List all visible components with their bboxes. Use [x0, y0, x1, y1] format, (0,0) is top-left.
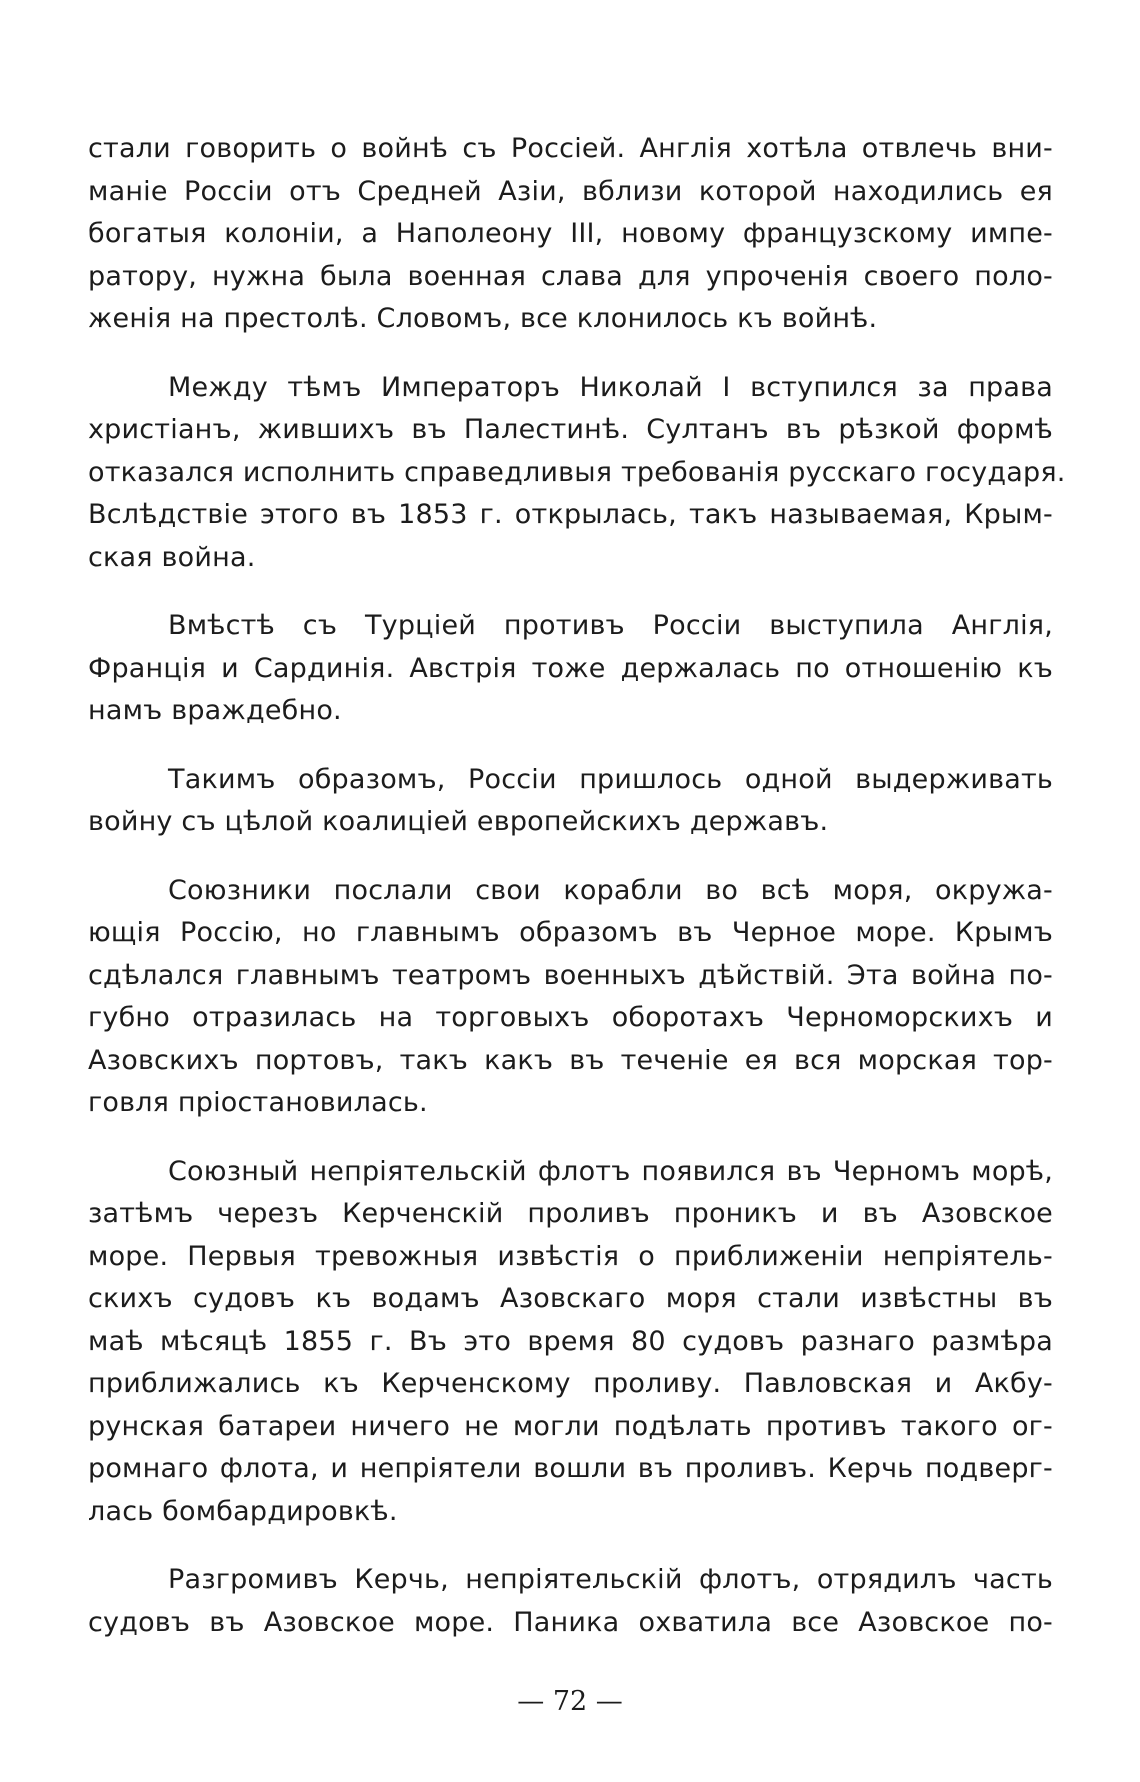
text-line: говля пріостановилась. [88, 1087, 428, 1118]
text-line: судовъ въ Азовское море. Паника охватила все Азовское по- [88, 1606, 1053, 1638]
text-line: христіанъ, жившихъ въ Палестинѣ. Султанъ въ рѣзкой формѣ [88, 414, 1053, 445]
text-line: женія на престолѣ. Словомъ, все клонилось къ войнѣ. [88, 303, 878, 334]
paragraph-7 [88, 1559, 1053, 1644]
text-line: затѣмъ черезъ Керченскій проливъ проникъ и въ Азовское [88, 1198, 1053, 1229]
text-line: намъ враждебно. [88, 695, 342, 726]
text-line: скихъ судовъ къ водамъ Азовскаго моря стали извѣстны въ [88, 1283, 1053, 1314]
text-line: море. Первыя тревожныя извѣстія о приближеніи непріятель- [88, 1240, 1053, 1272]
text-line: лась бомбардировкѣ. [88, 1495, 398, 1527]
text-line: Между тѣмъ Императоръ Николай I вступился за права [168, 371, 1053, 403]
text-line: Такимъ образомъ, Россіи пришлось одной выдерживать [168, 763, 1053, 795]
text-line: ратору, нужна была военная слава для упроченія своего поло- [88, 260, 1053, 292]
paragraph-4 [88, 759, 1053, 844]
text-line: губно отразилась на торговыхъ оборотахъ Черноморскихъ и [88, 1002, 1053, 1033]
paragraph-1 [88, 128, 1053, 341]
paragraph-6 [88, 1151, 1053, 1534]
text-line: маніе Россіи отъ Средней Азіи, вблизи которой находились ея [88, 175, 1053, 207]
text-line: Вмѣстѣ съ Турціей противъ Россіи выступила Англія, [168, 610, 1053, 641]
paragraph-2 [88, 367, 1066, 580]
text-line: Союзники послали свои корабли во всѣ моря, окружа- [168, 874, 1053, 906]
text-line: отказался исполнить справедливыя требованія русскаго государя. [88, 456, 1066, 488]
text-line: ромнаго флота, и непріятели вошли въ проливъ. Керчь подверг- [88, 1453, 1053, 1484]
text-line: стали говорить о войнѣ съ Россіей. Англія хотѣла отвлечь вни- [88, 133, 1053, 164]
text-line: ющія Россію, но главнымъ образомъ въ Черное море. Крымъ [88, 917, 1053, 948]
text-line: ская война. [88, 541, 256, 573]
text-line: Франція и Сардинія. Австрія тоже держалась по отношенію къ [88, 652, 1053, 684]
body-text [88, 128, 1066, 1670]
text-line: Азовскихъ портовъ, такъ какъ въ теченіе ея вся морская тор- [88, 1044, 1053, 1076]
text-line: маѣ мѣсяцѣ 1855 г. Въ это время 80 судовъ разнаго размѣра [88, 1325, 1053, 1357]
paragraph-3 [88, 605, 1053, 733]
text-line: войну съ цѣлой коалиціей европейскихъ державъ. [88, 806, 829, 837]
text-line: Вслѣдствіе этого въ 1853 г. открылась, такъ называемая, Крым- [88, 499, 1053, 530]
text-line: богатыя колоніи, а Наполеону III, новому французскому импе- [88, 218, 1053, 249]
text-line: Союзный непріятельскій флотъ появился въ Черномъ морѣ, [168, 1155, 1053, 1187]
page-number: — 72 — [517, 1686, 623, 1717]
text-line: приближались къ Керченскому проливу. Павловская и Акбу- [88, 1368, 1053, 1399]
text-line: Разгромивъ Керчь, непріятельскій флотъ, отрядилъ часть [168, 1564, 1053, 1595]
text-line: сдѣлался главнымъ театромъ военныхъ дѣйствій. Эта война по- [88, 959, 1053, 991]
text-line: рунская батареи ничего не могли подѣлать противъ такого ог- [88, 1410, 1053, 1442]
paragraph-5 [88, 870, 1053, 1125]
